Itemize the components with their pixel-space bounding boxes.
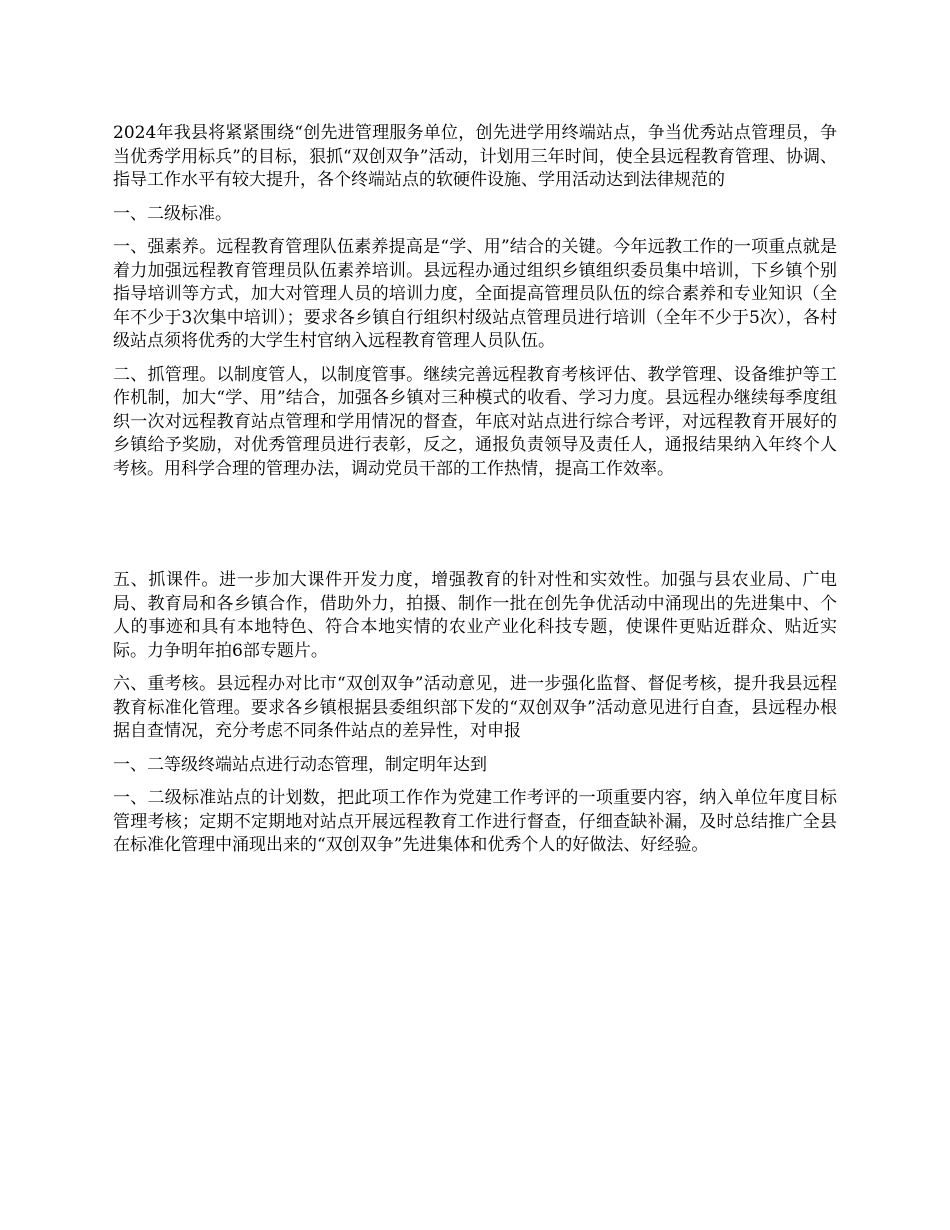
dynamic-management-paragraph: 一、二等级终端站点进行动态管理，制定明年达到 [113,754,487,775]
section-management-paragraph: 二、抓管理。以制度管人，以制度管事。继续完善远程教育考核评估、教学管理、设备维护等工作机制，加大“学、用”结合，加强各乡镇对三种模式的收看、学习力度。县远程办继续每季度组织一次对远程教育站点管理和学用情况的督查，年底对站点进行综合考评，对远程教育开展好的乡镇给予奖励，对优秀管理员进行表彰，反之，通报负责领导及责任人，通报结果纳入年终个人考核。用科学合理的管理办法，调动党员干部的工作热情，提高工作效率。 [113,364,837,479]
section-courseware-paragraph: 五、抓课件。进一步加大课件开发力度，增强教育的针对性和实效性。加强与县农业局、广电局、教育局和各乡镇合作，借助外力，拍摄、制作一批在创先争优活动中涌现出的先进集中、个人的事迹和具有本地特色、符合本地实情的农业产业化科技专题，使课件更贴近群众、贴近实际。力争明年拍6部专题片。 [113,570,837,661]
section-assessment-paragraph: 六、重考核。县远程办对比市“双创双争”活动意见，进一步强化监督、督促考核，提升我县远程教育标准化管理。要求各乡镇根据县委组织部下发的“双创双争”活动意见进行自查，县远程办根据自查情况，充分考虑不同条件站点的差异性，对申报 [113,674,837,741]
document-body [113,122,837,858]
standard-level-paragraph: 一、二级标准。 [113,203,232,224]
section-quality-paragraph: 一、强素养。远程教育管理队伍素养提高是“学、用”结合的关键。今年远教工作的一项重点就是着力加强远程教育管理员队伍素养培训。县远程办通过组织乡镇组织委员集中培训，下乡镇个别指导培训等方式，加大对管理人员的培训力度，全面提高管理员队伍的综合素养和专业知识（全年不少于3次集中培训）；要求各乡镇自行组织村级站点管理员进行培训（全年不少于5次），各村级站点须将优秀的大学生村官纳入远程教育管理人员队伍。 [113,237,837,351]
intro-paragraph: 2024年我县将紧紧围绕“创先进管理服务单位，创先进学用终端站点，争当优秀站点管理员，争当优秀学用标兵”的目标，狠抓“双创双争”活动，计划用三年时间，使全县远程教育管理、协调、指导工作水平有较大提升，各个终端站点的软硬件设施、学用活动达到法律规范的 [113,123,837,190]
closing-paragraph: 一、二级标准站点的计划数，把此项工作作为党建工作考评的一项重要内容，纳入单位年度目标管理考核；定期不定期地对站点开展远程教育工作进行督查，仔细查缺补漏，及时总结推广全县在标准化管理中涌现出来的“双创双争”先进集体和优秀个人的好做法、好经验。 [113,788,837,855]
